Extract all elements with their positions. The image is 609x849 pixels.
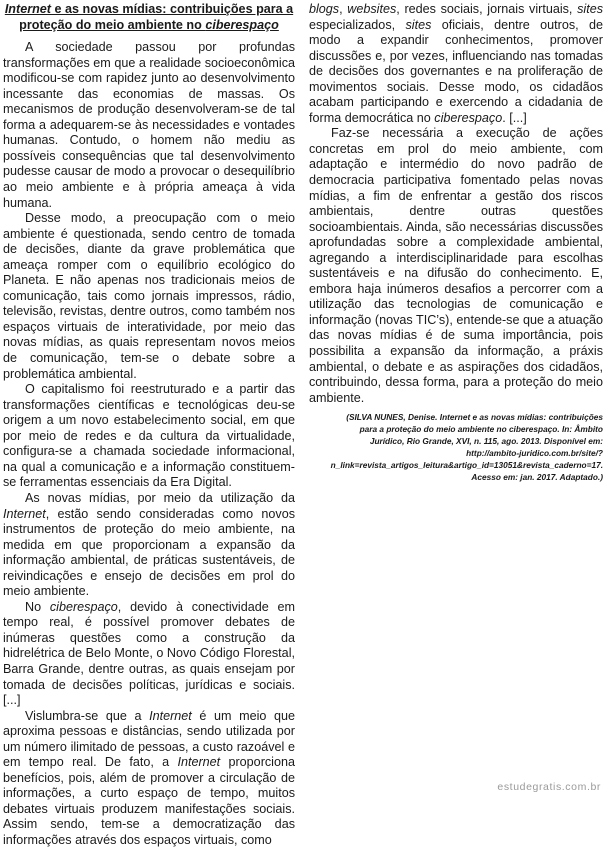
p6-text-g: oficiais, dentre outros, de modo a expandir conhecimentos, promover discussões e, por vezes, influenciando nas tomadas de decisões dos governantes e na proliferação de movimentos sociais. Desse modo, os cidadãos acabam participando e exercendo a cidadania de forma democrática no (309, 17, 603, 125)
p6-text-f: especializados, (309, 17, 406, 32)
p5-ciberespaco: ciberespaço (49, 599, 118, 614)
p6-text-c: proporciona benefícios, pois, além de promover a circulação de informações, a curto espaço de tempo, muitos debates virtuais produzem manifestações sociais. Assim sendo, tem-se a democratização das informações através dos espaços virtuais, como (3, 755, 295, 847)
right-column (309, 2, 603, 483)
title-line-1 (3, 2, 295, 18)
p6-internet-1: Internet (149, 708, 192, 723)
title-line-1-text: e as novas mídias: contribuições para a (51, 2, 294, 16)
p6-text-b: é um meio que aproxima pessoas e distâncias, sendo utilizada por um número ilimitado de pessoas, a custo razoável e em tempo real. De fato, a (3, 708, 295, 770)
citation: (SILVA NUNES, Denise. Internet e as novas mídias: contribuições para a proteção do meio ambiente no ciberespaço. In: Âmbito Jurídico, Rio Grande, XVI, n. 115, ago. 2013. Disponível em: http://ambito-juridico.com.br/site/?n_link=revista_artigos_leitura&artigo_id=13051&revista_caderno=17. Acesso em: jan. 2017. Adaptado.) (330, 412, 603, 483)
title-internet-word: Internet (4, 2, 51, 16)
p6-text-d: , (339, 2, 348, 16)
p6-ciberespaco: ciberespaço (434, 110, 503, 125)
left-column (3, 2, 295, 849)
p6-text-a: Vislumbra-se que a (25, 708, 150, 723)
paragraph-4 (3, 491, 295, 600)
p6-text-e: , redes sociais, jornais virtuais, (396, 2, 578, 16)
p6-sites-2: sites (405, 17, 432, 32)
p4-text-b: , estão sendo consideradas como novos instrumentos de proteção do meio ambiente, na medida em que proporcionam a expansão da informação ambiental, de práticas sustentáveis, de reivindicações e ensejo de decisões em prol do meio ambiente. (3, 506, 295, 599)
title-line-2-text: proteção do meio ambiente no (19, 17, 206, 32)
title-line-2 (3, 18, 295, 34)
paragraph-5 (3, 600, 295, 709)
p6-blogs: blogs (309, 2, 340, 16)
paragraph-6 (3, 709, 295, 849)
paragraph-3: O capitalismo foi reestruturado e a partir das transformações científicas e tecnológicas deu-se origem a um novo estabelecimento social, em que por meio de redes e da cultura da virtualidade, configura-se a chamada sociedade informacional, na qual a comunicação e a informação constituem-se ferramentas essenciais da Era Digital. (3, 382, 295, 490)
p6-sites-1: sites (577, 2, 603, 16)
paragraph-7: Faz-se necessária a execução de ações concretas em prol do meio ambiente, com adaptação e intermédio do novo padrão de democracia participativa fomentado pelas novas mídias, a fim de enfrentar a gestão dos riscos ambientais, dentre outras questões socioambientais. Ainda, são necessárias discussões aprofundadas sobre a complexidade ambiental, agregando a interdisciplinaridade para escolhas sustentáveis e na difusão do conhecimento. E, embora haja inúmeros desafios a percorrer com a utilização das tecnologias de comunicação e informação (novas TIC’s), entende-se que a atuação das novas mídias é de suma importância, pois possibilita a expansão da informação, a práxis ambiental, o debate e as aspirações dos cidadãos, contribuindo, dessa forma, para a proteção do meio ambiente. (309, 126, 603, 405)
p6-text-h: . [...] (502, 110, 527, 125)
site-credit: estudegratis.com.br (497, 781, 601, 793)
paragraph-1: A sociedade passou por profundas transformações em que a realidade socioeconômica modificou-se com rapidez junto ao desenvolvimento incessante das economias de massas. Os mecanismos de produção desenvolveram-se de tal forma a adequarem-se às necessidades e vontades humanas. Contudo, o homem não mediu as possíveis consequências que tal desenvolvimento pudesse causar de modo a provocar o desequilíbrio ao meio ambiente e à própria ameaça à vida humana. (3, 40, 295, 210)
p6-internet-2: Internet (177, 755, 221, 770)
p5-text-b: , devido à conectividade em tempo real, é possível promover debates de inúmeras questões como a construção da hidrelétrica de Belo Monte, o Novo Código Florestal, Barra Grande, dentre outras, as quais ensejam por tomada de decisões políticas, jurídicas e sociais. [...] (3, 599, 295, 708)
article-title (3, 2, 295, 33)
paragraph-2: Desse modo, a preocupação com o meio ambiente é questionada, sendo centro de tomada de decisões, diante da grave problemática que ameaça romper com o equilíbrio ecológico do Planeta. E não apenas nos tradicionais meios de comunicação, tais como jornais impressos, rádio, televisão, revistas, dentre outros, como também nos espaços virtuais de interatividade, por meio das novas mídias, as quais representam novos meios de comunicação, tem-se o debate sobre a problemática ambiental. (3, 211, 295, 381)
title-ciberespaco-word: ciberespaço (205, 17, 279, 32)
p6-websites: websites (347, 2, 397, 16)
p4-internet: Internet (3, 506, 46, 521)
p4-text-a: As novas mídias, por meio da utilização da (25, 490, 295, 505)
p5-text-a: No (25, 599, 50, 614)
paragraph-6-continued (309, 2, 603, 126)
